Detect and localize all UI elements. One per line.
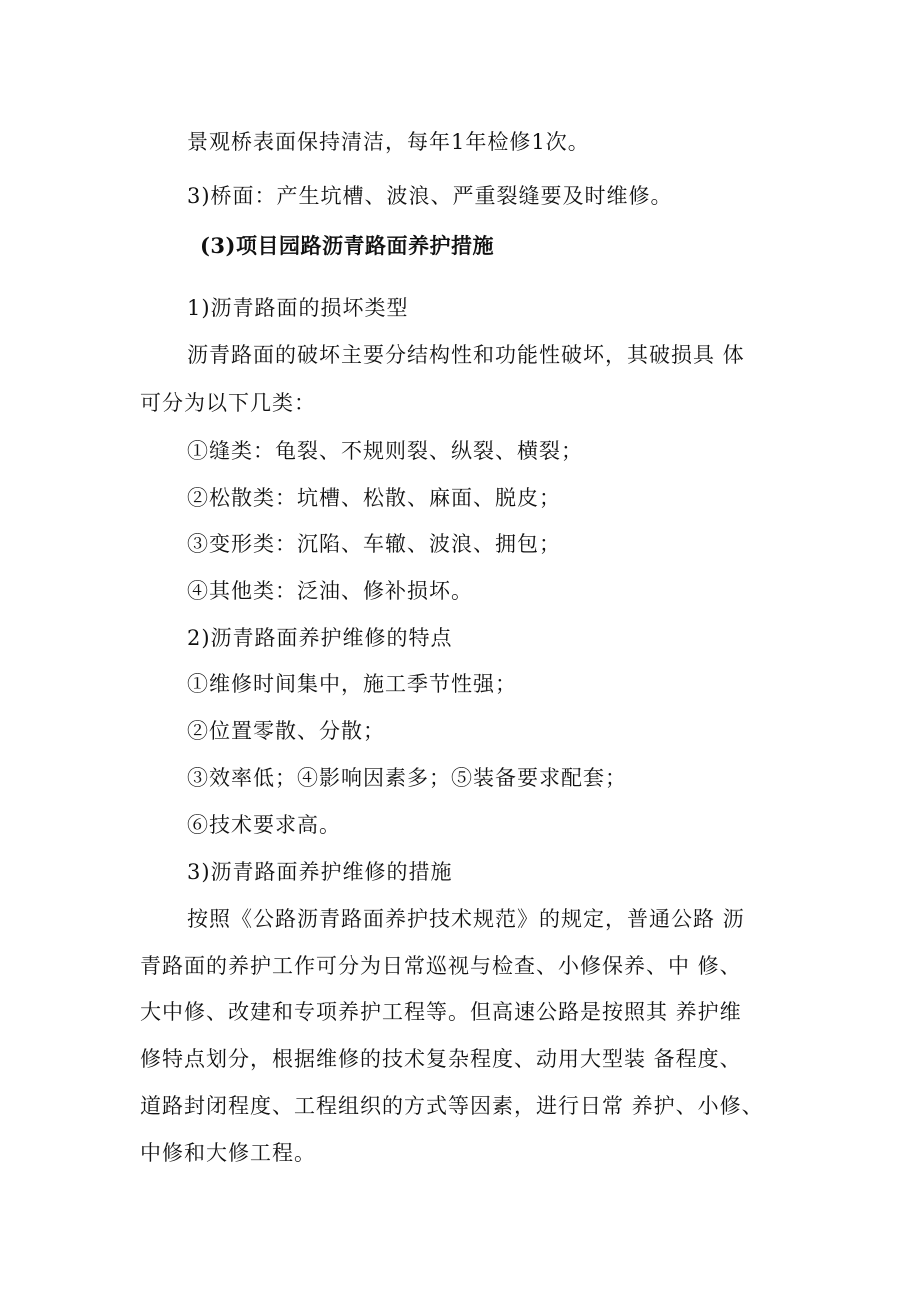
paragraph-line: 修特点划分，根据维修的技术复杂程度、动用大型装 备程度、 [140, 1047, 742, 1071]
paragraph-line: 沥青路面的破坏主要分结构性和功能性破坏，其破损具 体 [187, 343, 745, 367]
section-heading: (3)项目园路沥青路面养护措施 [200, 233, 494, 258]
paragraph-line: 景观桥表面保持清洁，每年1年检修1次。 [187, 130, 590, 154]
subheading-line: 2)沥青路面养护维修的特点 [187, 626, 453, 650]
list-item: ③效率低；④影响因素多；⑤装备要求配套； [187, 766, 627, 790]
paragraph-line: 3)桥面：产生坑槽、波浪、严重裂缝要及时维修。 [187, 184, 673, 208]
list-item: ①缝类：龟裂、不规则裂、纵裂、横裂； [187, 439, 583, 463]
list-item: ③变形类：沉陷、车辙、波浪、拥包； [187, 532, 561, 556]
paragraph-line: 按照《公路沥青路面养护技术规范》的规定，普通公路 沥 [187, 907, 745, 931]
paragraph-line: 大中修、改建和专项养护工程等。但高速公路是按照其 养护维 [140, 1000, 742, 1024]
subheading-line: 1)沥青路面的损坏类型 [187, 296, 409, 320]
list-item: ④其他类：泛油、修补损坏。 [187, 579, 473, 603]
paragraph-line: 中修和大修工程。 [140, 1141, 316, 1165]
paragraph-line: 可分为以下几类： [140, 391, 316, 415]
paragraph-line: 道路封闭程度、工程组织的方式等因素，进行日常 养护、小修、 [140, 1094, 764, 1118]
list-item: ②松散类：坑槽、松散、麻面、脱皮； [187, 486, 561, 510]
paragraph-line: 青路面的养护工作可分为日常巡视与检查、小修保养、中 修、 [140, 954, 742, 978]
subheading-line: 3)沥青路面养护维修的措施 [187, 860, 453, 884]
list-item: ⑥技术要求高。 [187, 813, 341, 837]
list-item: ②位置零散、分散； [187, 719, 385, 743]
list-item: ①维修时间集中，施工季节性强； [187, 672, 517, 696]
